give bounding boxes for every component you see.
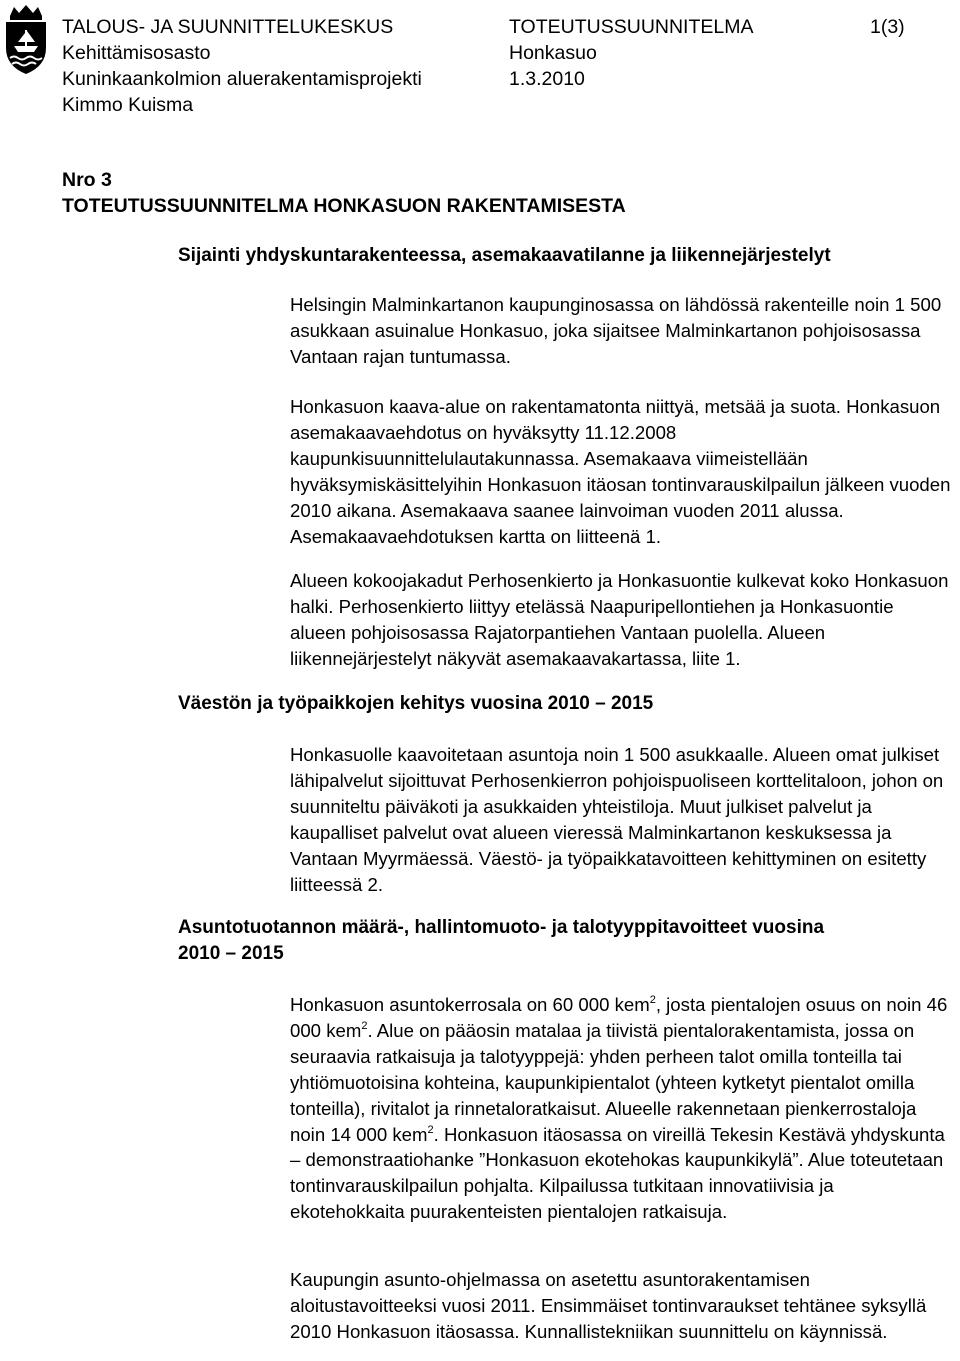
paragraph-location bbox=[290, 292, 952, 370]
org-name: TALOUS- JA SUUNNITTELUKESKUS bbox=[62, 16, 394, 38]
page-number: 1(3) bbox=[870, 16, 905, 38]
paragraph-text: Kaupungin asunto-ohjelmassa on asetettu asuntorakentamisen aloitustavoitteeksi vuosi 2011. Ensimmäiset tontinvaraukset tehtänee syksyllä 2010 Honkasuon itäosassa. Kunnallistekniikan suunnittelu on käynnissä. bbox=[290, 1269, 927, 1342]
section-heading-line: 2010 – 2015 bbox=[178, 943, 284, 964]
superscript: 2 bbox=[649, 994, 656, 1006]
paragraph-housing-program bbox=[290, 1267, 952, 1345]
superscript: 2 bbox=[427, 1123, 434, 1136]
section-heading-line: Asuntotuotannon määrä-, hallintomuoto- ja talotyyppitavoitteet vuosina bbox=[178, 917, 825, 938]
author-name: Kimmo Kuisma bbox=[62, 94, 194, 116]
paragraph-text: Alueen kokoojakadut Perhosenkierto ja Honkasuontie kulkevat koko Honkasuon halki. Perhosenkierto liittyy etelässä Naapuripellontiehen ja Honkasuontie alueen pohjoisosassa Rajatorpantiehen Vantaan puolella. Alueen liikennejärjestelyt näkyvät asemakaavakartassa, liite 1. bbox=[290, 570, 949, 669]
superscript: 2 bbox=[361, 1019, 368, 1032]
document-number: Nro 3 bbox=[62, 169, 112, 191]
document-type: TOTEUTUSSUUNNITELMA bbox=[509, 16, 754, 38]
crest-icon bbox=[2, 2, 50, 76]
paragraph-housing bbox=[290, 992, 952, 1225]
paragraph-text: Honkasuon kaava-alue on rakentamatonta niittyä, metsää ja suota. Honkasuon asemakaavaehdotus on hyväksytty 11.12.2008 kaupunkisuunnittelulautakunnassa. Asemakaava viimeistellään hyväksymiskäsittelyihin Honkasuon itäosan tontinvarauskilpailun jälkeen vuoden 2010 aikana. Asemakaava saanee lainvoiman vuoden 2011 alussa. Asemakaavaehdotuksen kartta on liitteenä 1. bbox=[290, 396, 951, 547]
paragraph-zoning bbox=[290, 394, 952, 549]
paragraph-population bbox=[290, 742, 952, 897]
text-run: , josta pientalojen osuus on noin 46 000 kem bbox=[290, 994, 948, 1041]
org-project: Kuninkaankolmion aluerakentamisprojekti bbox=[62, 68, 422, 90]
document-date: 1.3.2010 bbox=[509, 68, 585, 90]
paragraph-traffic bbox=[290, 568, 952, 672]
helsinki-crest-logo bbox=[2, 2, 50, 76]
section-heading-location: Sijainti yhdyskuntarakenteessa, asemakaavatilanne ja liikennejärjestelyt bbox=[178, 245, 831, 266]
text-run: . Honkasuon itäosassa on vireillä Tekesin Kestävä yhdyskunta – demonstraatiohanke ”Honkasuon ekotehokas kaupunkikylä”. Alue toteutetaan tontinvarauskilpailun pohjalta. Kilpailussa tutkitaan innovatiivisia ja ekotehokkaita puurakenteisten pientalojen ratkaisuja. bbox=[290, 1123, 945, 1223]
section-heading-housing bbox=[178, 915, 824, 967]
paragraph-text bbox=[290, 992, 952, 1225]
text-run: Honkasuon asuntokerrosala on 60 000 kem bbox=[290, 994, 650, 1015]
paragraph-text: Honkasuolle kaavoitetaan asuntoja noin 1 500 asukkaalle. Alueen omat julkiset lähipalvelut sijoittuvat Perhosenkierron pohjoispuoliseen korttelitaloon, johon on suunniteltu päiväkoti ja asukkaiden yhteistiloja. Muut julkiset palvelut ja kaupalliset palvelut ovat alueen vieressä Malminkartanon keskuksessa ja Vantaan Myyrmäessä. Väestö- ja työpaikkatavoitteen kehittyminen on esitetty liitteessä 2. bbox=[290, 744, 944, 895]
org-department: Kehittämisosasto bbox=[62, 42, 211, 64]
header-left bbox=[62, 14, 422, 118]
header-middle bbox=[509, 14, 754, 92]
section-heading-population: Väestön ja työpaikkojen kehitys vuosina 2010 – 2015 bbox=[178, 693, 654, 714]
text-run: . Alue on pääosin matalaa ja tiivistä pientalorakentamista, jossa on seuraavia ratkaisuja ja talotyyppejä: yhden perheen talot omilla tonteilla tai yhtiömuotoisina kohteina, kaupunkipientalot (yhteen kytketyt pientalot omilla tonteilla), rivitalot ja rinnetaloratkaisut. Alueelle rakennetaan pienkerrostaloja noin 14 000 kem bbox=[290, 1019, 917, 1145]
paragraph-text: Helsingin Malminkartanon kaupunginosassa on lähdössä rakenteille noin 1 500 asukkaan asuinalue Honkasuo, joka sijaitsee Malminkartanon pohjoisosassa Vantaan rajan tuntumassa. bbox=[290, 294, 942, 367]
document-title: TOTEUTUSSUUNNITELMA HONKASUON RAKENTAMISESTA bbox=[62, 195, 626, 217]
document-area: Honkasuo bbox=[509, 42, 597, 64]
